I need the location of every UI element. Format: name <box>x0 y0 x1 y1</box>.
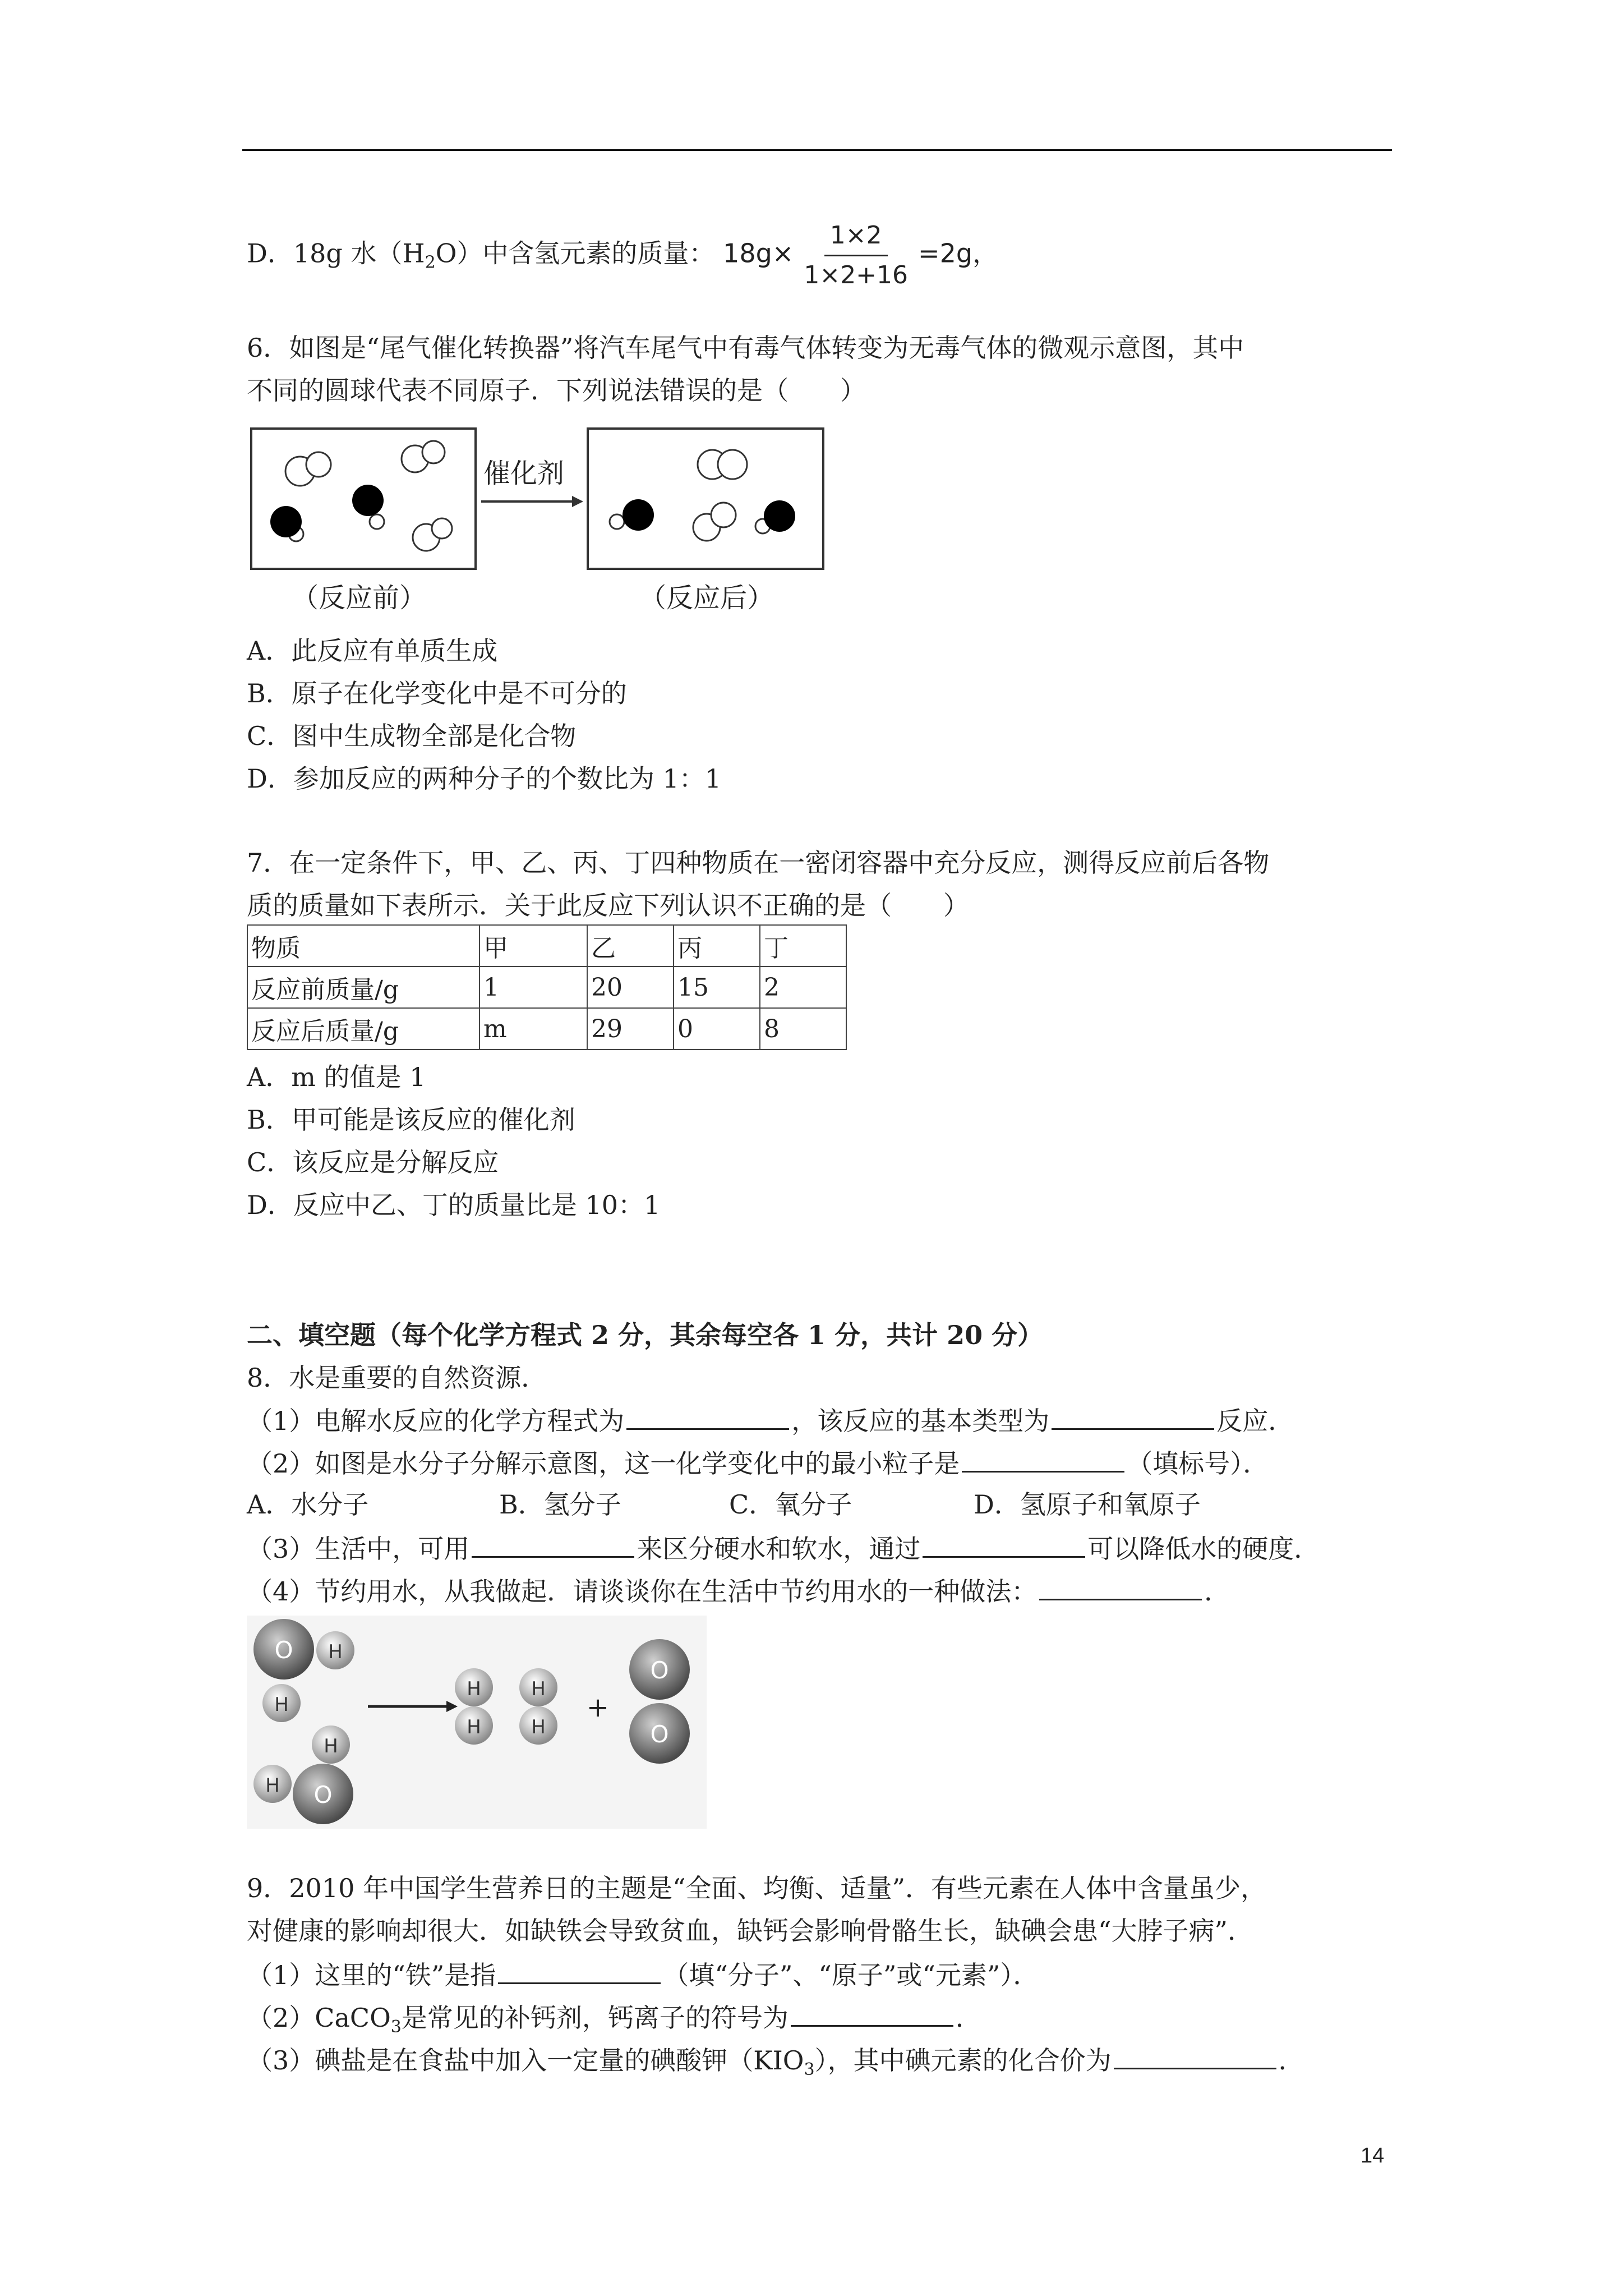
svg-text:H: H <box>265 1774 280 1797</box>
q9-part3-text2: ），其中碘元素的化合价为 <box>814 2045 1112 2076</box>
q8-part2 <box>247 1445 1269 1480</box>
svg-text:O: O <box>313 1781 333 1809</box>
q7-option-d: D．反应中乙、丁的质量比是 10：1 <box>247 1190 661 1220</box>
answer-blank[interactable] <box>1039 1573 1202 1600</box>
section-heading: 二、填空题（每个化学方程式 2 分，其余每空各 1 分，共计 20 分） <box>247 1320 1044 1350</box>
q9-part2-text3: ． <box>955 2003 981 2033</box>
q8-part4 <box>247 1573 1230 1608</box>
table-cell: 8 <box>760 1008 846 1050</box>
page-number: 14 <box>1361 2144 1385 2168</box>
after-box <box>588 429 823 569</box>
table-cell: 物质 <box>247 925 479 967</box>
after-caption: （反应后） <box>639 582 774 614</box>
svg-text:H: H <box>531 1716 546 1738</box>
q9-part3-text: （3）碘盐是在食盐中加入一定量的碘酸钾（KIO <box>247 2045 804 2076</box>
q5-fraction <box>798 219 914 292</box>
q9-part1-text2: （填“分子”、“原子”或“元素”）． <box>663 1960 1039 1990</box>
svg-text:H: H <box>531 1678 546 1700</box>
answer-blank[interactable] <box>472 1530 634 1558</box>
q8-part1-text3: 反应． <box>1216 1406 1294 1436</box>
svg-text:H: H <box>328 1641 343 1663</box>
q8-choice-b: B．氢分子 <box>499 1489 621 1520</box>
q5-fraction-denominator: 1×2+16 <box>804 261 909 289</box>
before-dark-atom-1 <box>270 506 302 537</box>
q9-part1 <box>247 1957 1039 1992</box>
header-rule <box>242 149 1392 151</box>
q5-option-d <box>247 219 998 292</box>
q9-stem-line1: 9．2010 年中国学生营养日的主题是“全面、均衡、适量”．有些元素在人体中含量虽少， <box>247 1873 1266 1903</box>
q6-option-b: B．原子在化学变化中是不可分的 <box>247 678 627 708</box>
svg-text:O: O <box>650 1657 669 1684</box>
table-cell: 15 <box>674 967 760 1008</box>
table-cell: 丙 <box>674 925 760 967</box>
q6-option-d: D．参加反应的两种分子的个数比为 1：1 <box>247 763 722 794</box>
q8-stem: 8．水是重要的自然资源． <box>247 1363 547 1393</box>
q8-part2-text: （2）如图是水分子分解示意图，这一化学变化中的最小粒子是 <box>247 1448 960 1479</box>
answer-blank[interactable] <box>1114 2042 1276 2069</box>
svg-text:O: O <box>650 1720 669 1748</box>
q8-part3-text2: 来区分硬水和软水，通过 <box>637 1534 921 1564</box>
svg-text:H: H <box>467 1678 481 1700</box>
q5-subscript: 2 <box>425 252 436 273</box>
q8-part2-text2: （填标号）． <box>1127 1448 1269 1479</box>
svg-text:H: H <box>467 1716 481 1738</box>
q5-formula-lead: 18g× <box>723 238 794 269</box>
q8-choice-d: D．氢原子和氧原子 <box>974 1489 1201 1520</box>
table-cell: 乙 <box>587 925 674 967</box>
q8-part4-text2: ． <box>1204 1576 1230 1607</box>
q6-stem-line1: 6．如图是“尾气催化转换器”将汽车尾气中有毒气体转变为无毒气体的微观示意图，其中 <box>247 333 1244 363</box>
water-decomposition-diagram <box>247 1616 707 1829</box>
q7-stem-line2: 质的质量如下表所示．关于此反应下列认识不正确的是（ ） <box>247 890 969 921</box>
q9-part1-text: （1）这里的“铁”是指 <box>247 1960 496 1990</box>
q7-stem-line1: 7．在一定条件下，甲、乙、丙、丁四种物质在一密闭容器中充分反应，测得反应前后各物 <box>247 848 1270 878</box>
table-cell: 丁 <box>760 925 846 967</box>
q5-formula-tail: =2g， <box>918 238 999 269</box>
arrow-label: 催化剂 <box>483 458 565 489</box>
q8-part3-text3: 可以降低水的硬度． <box>1087 1534 1320 1564</box>
answer-blank[interactable] <box>626 1402 789 1430</box>
catalytic-converter-diagram <box>247 426 841 628</box>
after-dark-atom-2 <box>764 500 795 532</box>
svg-text:H: H <box>274 1694 289 1716</box>
q8-part3 <box>247 1530 1320 1566</box>
q7-option-a: A．m 的值是 1 <box>247 1062 426 1092</box>
q8-part1-text2: ，该反应的基本类型为 <box>791 1406 1050 1436</box>
arrow-head <box>572 496 583 507</box>
answer-blank[interactable] <box>498 1957 661 1984</box>
q7-option-b: B．甲可能是该反应的催化剂 <box>247 1105 575 1135</box>
table-cell: 甲 <box>479 925 587 967</box>
q9-part2 <box>247 1999 981 2044</box>
table-cell: 2 <box>760 967 846 1008</box>
q9-subscript: 3 <box>390 2017 402 2037</box>
q8-part1-text: （1）电解水反应的化学方程式为 <box>247 1406 625 1436</box>
table-row <box>247 967 846 1008</box>
q6-stem-line2: 不同的圆球代表不同原子．下列说法错误的是（ ） <box>247 375 866 406</box>
table-row <box>247 1008 846 1050</box>
mass-table <box>247 924 847 1050</box>
q8-choices <box>247 1488 1201 1521</box>
q8-choice-c: C．氧分子 <box>729 1489 852 1520</box>
q9-subscript: 3 <box>804 2060 815 2079</box>
before-dark-atom-2 <box>352 485 384 516</box>
table-cell: 29 <box>587 1008 674 1050</box>
q9-stem-line2: 对健康的影响却很大．如缺铁会导致贫血，缺钙会影响骨骼生长，缺碘会患“大脖子病”． <box>247 1916 1254 1946</box>
table-cell: 反应后质量/g <box>247 1008 479 1050</box>
q8-part1 <box>247 1402 1294 1438</box>
table-cell: 0 <box>674 1008 760 1050</box>
q9-part2-text2: 是常见的补钙剂，钙离子的符号为 <box>401 2003 789 2033</box>
svg-text:O: O <box>274 1636 293 1664</box>
q9-part2-text: （2）CaCO <box>247 2003 391 2033</box>
q6-option-a: A．此反应有单质生成 <box>247 636 498 666</box>
answer-blank[interactable] <box>791 1999 953 2027</box>
table-cell: 反应前质量/g <box>247 967 479 1008</box>
q5-fraction-numerator: 1×2 <box>824 219 888 256</box>
q8-part3-text: （3）生活中，可用 <box>247 1534 470 1564</box>
answer-blank[interactable] <box>962 1445 1124 1473</box>
answer-blank[interactable] <box>1052 1402 1214 1430</box>
q9-part3-text3: ． <box>1278 2045 1304 2076</box>
plus-sign: + <box>586 1692 610 1723</box>
answer-blank[interactable] <box>923 1530 1085 1558</box>
table-row <box>247 925 846 967</box>
q7-option-c: C．该反应是分解反应 <box>247 1147 499 1177</box>
q8-choice-a: A．水分子 <box>247 1489 369 1520</box>
table-cell: m <box>479 1008 587 1050</box>
svg-text:H: H <box>324 1735 338 1757</box>
q8-part4-text: （4）节约用水，从我做起．请谈谈你在生活中节约用水的一种做法： <box>247 1576 1038 1607</box>
before-caption: （反应前） <box>292 582 427 614</box>
after-dark-atom-1 <box>623 499 654 531</box>
q5-option-d-text: O）中含氢元素的质量： <box>435 238 715 269</box>
table-cell: 20 <box>587 967 674 1008</box>
q6-option-c: C．图中生成物全部是化合物 <box>247 721 577 751</box>
q5-option-d-prefix: D．18g 水（H <box>247 238 425 269</box>
q9-part3 <box>247 2042 1304 2087</box>
table-cell: 1 <box>479 967 587 1008</box>
